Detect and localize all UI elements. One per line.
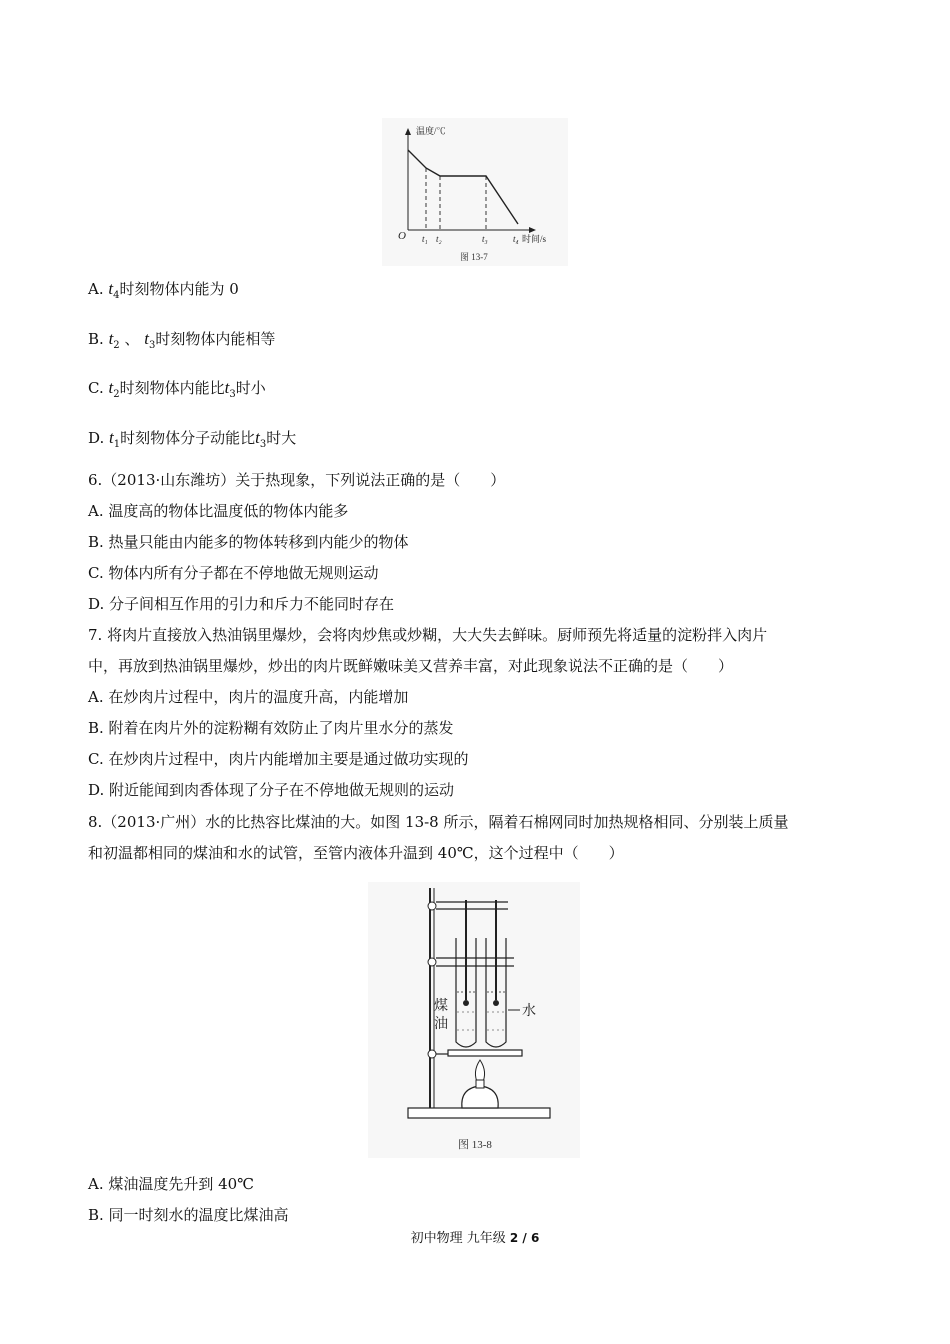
q7-option-c: C. 在炒肉片过程中，肉片内能增加主要是通过做功实现的	[88, 750, 469, 768]
label-water: 水	[522, 1004, 536, 1019]
variable-t: t	[144, 329, 149, 348]
option-text: 时刻物体内能相等	[155, 330, 276, 348]
variable-subscript: 3	[229, 389, 236, 400]
option-text: 时刻物体内能为 0	[119, 280, 239, 298]
q7-stem-line-2: 中，再放到热油锅里爆炒，炒出的肉片既鲜嫩味美又营养丰富，对此现象说法不正确的是（ ）	[88, 657, 734, 675]
tick-label-t2: t₂	[436, 234, 442, 244]
variable-subscript: 1	[113, 439, 121, 450]
clamp-knob-top	[428, 902, 436, 910]
tick-label-t1: t₁	[422, 234, 428, 244]
variable-subscript: 3	[148, 340, 156, 351]
variable-t: t	[108, 279, 114, 298]
q7-option-d: D. 附近能闻到肉香体现了分子在不停地做无规则的运动	[88, 781, 455, 799]
asbestos-gauze	[448, 1050, 522, 1056]
figure-13-8	[368, 882, 580, 1158]
clamp-knob-ring	[428, 1050, 436, 1058]
q8-stem-line-1: 8.（2013·广州）水的比热容比煤油的大。如图 13-8 所示，隔着石棉网同时加热规格相同、分别装上质量	[88, 813, 789, 831]
q7-option-b: B. 附着在肉片外的淀粉糊有效防止了肉片里水分的蒸发	[88, 719, 454, 737]
label-oil-2: 油	[434, 1017, 448, 1032]
q6-option-c: C. 物体内所有分子都在不停地做无规则运动	[88, 564, 379, 582]
q7-option-a: A. 在炒肉片过程中，肉片的温度升高，内能增加	[88, 688, 409, 706]
variable-t: t	[108, 329, 114, 348]
tick-label-t3: t₃	[482, 234, 488, 244]
variable-t: t	[224, 378, 230, 397]
variable-subscript: 3	[259, 439, 267, 450]
q6-option-b: B. 热量只能由内能多的物体转移到内能少的物体	[88, 533, 409, 551]
figure-caption: 图 13-7	[460, 252, 488, 262]
option-prefix: A.	[88, 280, 109, 298]
stand-base	[408, 1108, 550, 1118]
variable-t: t	[108, 378, 114, 397]
q8-stem-line-2: 和初温都相同的煤油和水的试管，至管内液体升温到 40℃，这个过程中（ ）	[88, 844, 624, 862]
q6-option-d: D. 分子间相互作用的引力和斥力不能同时存在	[88, 595, 395, 613]
variable-subscript: 4	[113, 290, 120, 301]
thermometer-water-bulb	[493, 1000, 499, 1006]
heating-apparatus-diagram	[368, 882, 580, 1158]
variable-subscript: 2	[113, 340, 120, 351]
option-text: 时大	[266, 429, 297, 447]
option-text: 时刻物体内能比	[119, 379, 225, 397]
q5-option-d	[88, 428, 296, 451]
option-text: 、	[119, 330, 145, 348]
thermometer-oil-bulb	[463, 1000, 469, 1006]
q6-option-a: A. 温度高的物体比温度低的物体内能多	[88, 502, 349, 520]
lamp-wick-holder	[476, 1080, 484, 1088]
tick-label-t4: t₄	[513, 234, 519, 244]
label-oil-1: 煤	[434, 999, 448, 1014]
q7-stem-line-1: 7. 将肉片直接放入热油锅里爆炒，会将肉炒焦或炒糊，大大失去鲜味。厨师预先将适量的淀粉拌入肉片	[88, 626, 768, 644]
q5-option-a	[88, 279, 239, 302]
q8-option-a: A. 煤油温度先升到 40℃	[88, 1175, 255, 1193]
option-prefix: B.	[88, 330, 109, 348]
option-text: 时小	[235, 379, 266, 397]
clamp-knob-middle	[428, 958, 436, 966]
page-footer	[0, 1229, 950, 1248]
origin-label: O	[398, 230, 406, 242]
variable-subscript: 2	[113, 389, 120, 400]
y-axis-label: 温度/℃	[416, 126, 446, 136]
q6-stem: 6.（2013·山东潍坊）关于热现象，下列说法正确的是（ ）	[88, 471, 506, 489]
variable-t: t	[109, 428, 114, 447]
option-text: 时刻物体分子动能比	[120, 429, 256, 447]
q8-option-b: B. 同一时刻水的温度比煤油高	[88, 1206, 289, 1224]
option-prefix: D.	[88, 429, 110, 447]
temperature-time-graph	[382, 118, 568, 266]
variable-t: t	[255, 428, 260, 447]
footer-subject: 初中物理 九年级	[410, 1231, 510, 1246]
option-prefix: C.	[88, 379, 109, 397]
page-number: 2 / 6	[509, 1231, 540, 1245]
figure-13-7	[382, 118, 568, 266]
q5-option-c	[88, 378, 266, 401]
q5-option-b	[88, 329, 275, 352]
x-axis-label: 时间/s	[522, 234, 547, 244]
figure-caption: 图 13-8	[458, 1139, 492, 1151]
